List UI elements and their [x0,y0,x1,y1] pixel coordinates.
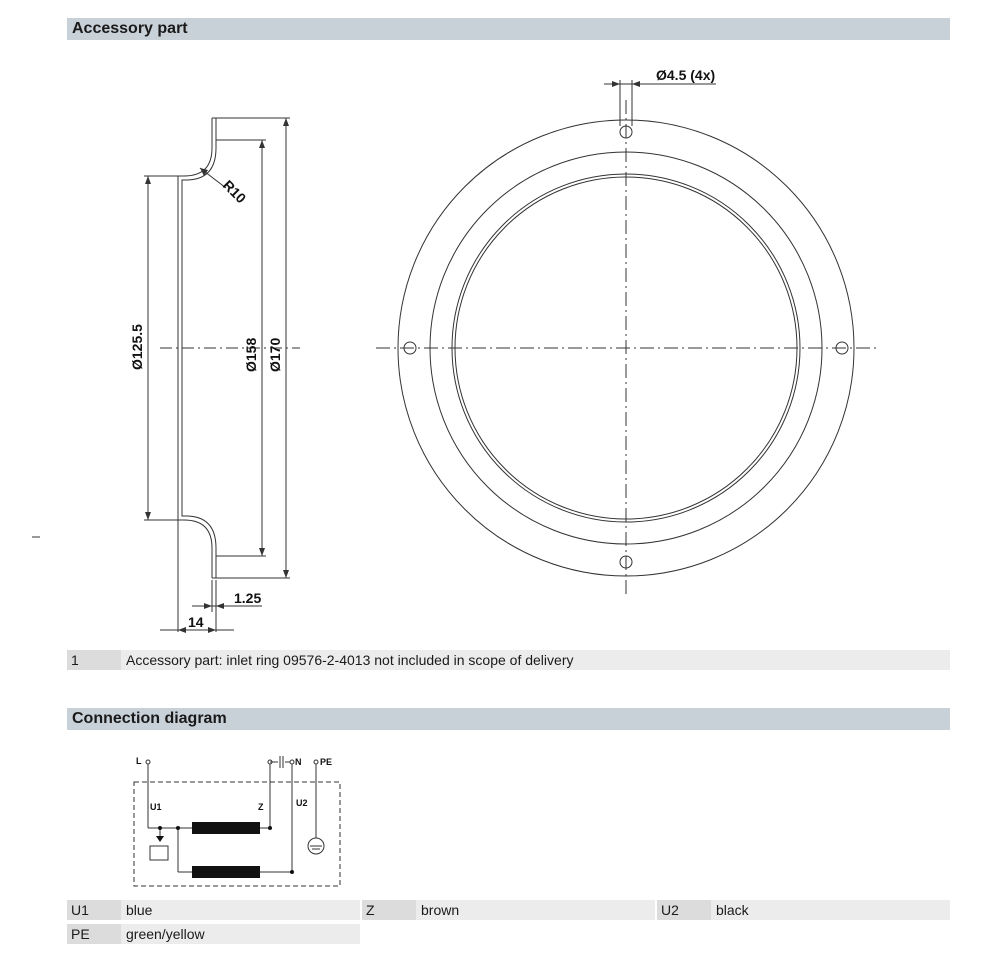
hole-dimension-label: Ø4.5 (4x) [656,67,716,83]
wire-color-u1: blue [121,900,360,920]
label-L: L [136,756,142,766]
wire-color-z: brown [416,900,655,920]
connection-diagram [120,752,480,892]
label-U1: U1 [150,802,162,812]
wire-color-u2: black [711,900,950,920]
wire-key-pe: PE [67,924,121,944]
wire-key-z: Z [362,900,416,920]
diameter-170-label: Ø170 [267,337,283,372]
label-U2: U2 [296,798,308,808]
label-N: N [295,757,302,767]
wire-key-u2: U2 [657,900,711,920]
note-number: 1 [67,650,121,670]
accessory-section-title: Accessory part [67,18,950,40]
label-PE: PE [320,757,333,767]
depth-dimension-label: 14 [188,614,204,630]
wire-key-u1: U1 [67,900,121,920]
note-text: Accessory part: inlet ring 09576-2-4013 not included in scope of delivery [121,650,950,670]
connection-section-title: Connection diagram [67,708,950,730]
wire-color-pe: green/yellow [121,924,360,944]
radius-dimension-label: R10 [219,176,250,207]
label-Z: Z [258,802,264,812]
thickness-dimension-label: 1.25 [234,590,262,606]
diameter-125-label: Ø125.5 [129,324,145,370]
diameter-158-label: Ø158 [243,337,259,372]
